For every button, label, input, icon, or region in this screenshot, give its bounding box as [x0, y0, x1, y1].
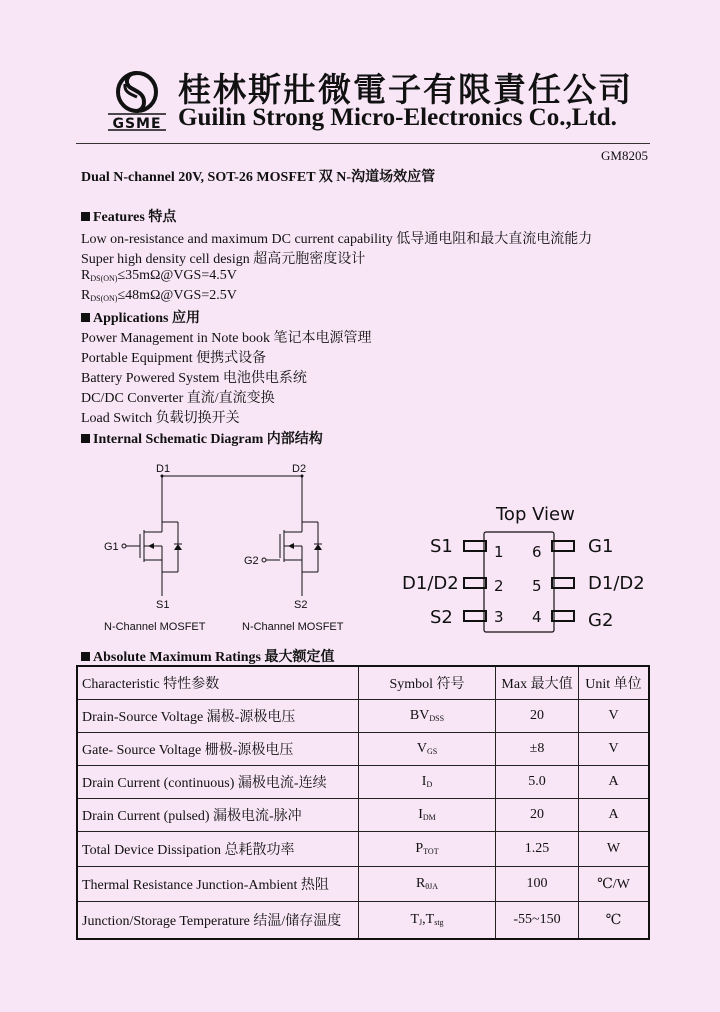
cell-max: 20	[496, 799, 579, 832]
table-row	[77, 867, 649, 902]
cell-unit: V	[579, 700, 650, 733]
symbol-subscript: D	[426, 780, 433, 789]
rds-subscript: DS(ON)	[90, 274, 118, 283]
table-row	[77, 766, 649, 799]
company-logo	[104, 70, 170, 132]
feature-item: Super high density cell design 超高元胞密度设计	[81, 252, 366, 267]
pin-label-d1d2-right: D1/D2	[588, 573, 645, 594]
symbol-main: T	[410, 912, 420, 927]
application-item: Load Switch 负载切换开关	[81, 411, 240, 426]
cell-unit: ℃	[579, 902, 650, 940]
table-row	[77, 799, 649, 832]
cell-unit: A	[579, 799, 650, 832]
pin-number-3: 3	[494, 608, 504, 626]
ratings-heading	[81, 646, 335, 666]
label-g2: G2	[244, 555, 259, 567]
cell-characteristic: Drain-Source Voltage 漏极-源极电压	[77, 700, 359, 733]
cell-characteristic: Drain Current (pulsed) 漏极电流-脉冲	[77, 799, 359, 832]
cell-max: 100	[496, 867, 579, 902]
symbol-subscript: J	[419, 918, 423, 927]
ratings-heading-text: Absolute Maximum Ratings 最大额定值	[93, 650, 335, 665]
label-d2: D2	[292, 463, 307, 475]
pin-number-1: 1	[494, 543, 504, 561]
applications-heading	[81, 307, 200, 327]
cell-max: ±8	[496, 733, 579, 766]
symbol-subscript: TOT	[423, 847, 439, 856]
symbol-subscript: DM	[422, 813, 436, 822]
pin-label-g2: G2	[588, 610, 614, 631]
label-s1: S1	[156, 599, 170, 611]
symbol-main: I	[418, 807, 423, 822]
symbol-main: BV	[409, 708, 430, 723]
column-header-max: Max 最大值	[496, 666, 579, 700]
pinout-top-view	[398, 498, 650, 638]
header-divider	[76, 143, 650, 144]
application-item: Power Management in Note book 笔记本电源管理	[81, 331, 372, 346]
cell-symbol	[359, 832, 496, 867]
symbol-main: V	[416, 741, 427, 756]
cell-characteristic: Thermal Resistance Junction-Ambient 热阻	[77, 867, 359, 902]
caption-mosfet-2: N-Channel MOSFET	[242, 621, 344, 633]
absolute-maximum-ratings-table	[76, 665, 650, 940]
column-header-symbol: Symbol 符号	[359, 666, 496, 700]
pin-label-s1: S1	[430, 536, 453, 557]
company-name-chinese: 桂林斯壯微電子有限責任公司	[178, 73, 633, 109]
features-heading-text: Features 特点	[93, 210, 177, 225]
document-subtitle: Dual N-channel 20V, SOT-26 MOSFET 双 N-沟道场效应管	[81, 170, 436, 185]
applications-heading-text: Applications 应用	[93, 311, 200, 326]
internal-schematic-diagram	[96, 456, 368, 638]
feature-item: Low on-resistance and maximum DC current capability 低导通电阻和最大直流电流能力	[81, 232, 593, 247]
feature-item	[81, 288, 237, 304]
symbol-subscript: GS	[426, 747, 438, 756]
symbol-main: P	[415, 841, 424, 856]
cell-characteristic: Drain Current (continuous) 漏极电流-连续	[77, 766, 359, 799]
cell-unit: ℃/W	[579, 867, 650, 902]
table-row	[77, 733, 649, 766]
square-bullet-icon	[81, 434, 90, 443]
cell-max: 20	[496, 700, 579, 733]
symbol-subscript: θJA	[425, 882, 439, 891]
pin-number-5: 5	[532, 577, 542, 595]
cell-symbol	[359, 766, 496, 799]
cell-symbol	[359, 700, 496, 733]
application-item: Battery Powered System 电池供电系统	[81, 371, 307, 386]
rds-symbol: R	[81, 268, 91, 283]
pin-label-g1: G1	[588, 536, 614, 557]
square-bullet-icon	[81, 652, 90, 661]
application-item: Portable Equipment 便携式设备	[81, 351, 267, 366]
symbol-second-subscript: stg	[434, 918, 444, 927]
company-name-english: Guilin Strong Micro-Electronics Co.,Ltd.	[178, 104, 617, 131]
table-header-row	[77, 666, 649, 700]
cell-max: 1.25	[496, 832, 579, 867]
pin-number-4: 4	[532, 608, 542, 626]
cell-unit: W	[579, 832, 650, 867]
pin-label-d1d2-left: D1/D2	[402, 573, 459, 594]
pin-label-s2: S2	[430, 607, 453, 628]
logo-text: GSME	[112, 116, 162, 132]
cell-unit: A	[579, 766, 650, 799]
cell-characteristic: Junction/Storage Temperature 结温/储存温度	[77, 902, 359, 940]
symbol-second: ,T	[422, 912, 435, 927]
label-s2: S2	[294, 599, 308, 611]
rds-symbol: R	[81, 288, 91, 303]
rds-value: ≤35mΩ@VGS=4.5V	[117, 268, 237, 283]
application-item: DC/DC Converter 直流/直流变换	[81, 391, 275, 406]
symbol-main: R	[415, 876, 426, 891]
feature-item	[81, 268, 237, 284]
table-row	[77, 902, 649, 940]
label-d1: D1	[156, 463, 171, 475]
pinout-title: Top View	[496, 504, 575, 525]
cell-symbol	[359, 799, 496, 832]
cell-symbol	[359, 733, 496, 766]
features-heading	[81, 206, 176, 226]
cell-symbol	[359, 902, 496, 940]
column-header-unit: Unit 单位	[579, 666, 650, 700]
pin-number-6: 6	[532, 543, 542, 561]
cell-characteristic: Total Device Dissipation 总耗散功率	[77, 832, 359, 867]
part-number: GM8205	[601, 148, 648, 163]
square-bullet-icon	[81, 313, 90, 322]
cell-characteristic: Gate- Source Voltage 栅极-源极电压	[77, 733, 359, 766]
cell-max: -55~150	[496, 902, 579, 940]
cell-max: 5.0	[496, 766, 579, 799]
caption-mosfet-1: N-Channel MOSFET	[104, 621, 206, 633]
schematic-heading	[81, 428, 323, 448]
cell-symbol	[359, 867, 496, 902]
pin-number-2: 2	[494, 577, 504, 595]
symbol-main: I	[421, 774, 427, 789]
rds-subscript: DS(ON)	[90, 294, 118, 303]
cell-unit: V	[579, 733, 650, 766]
table-row	[77, 700, 649, 733]
symbol-subscript: DSS	[429, 714, 445, 723]
column-header-characteristic: Characteristic 特性参数	[77, 666, 359, 700]
square-bullet-icon	[81, 212, 90, 221]
schematic-heading-text: Internal Schematic Diagram 内部结构	[93, 432, 323, 447]
rds-value: ≤48mΩ@VGS=2.5V	[117, 288, 237, 303]
table-row	[77, 832, 649, 867]
label-g1: G1	[104, 541, 119, 553]
